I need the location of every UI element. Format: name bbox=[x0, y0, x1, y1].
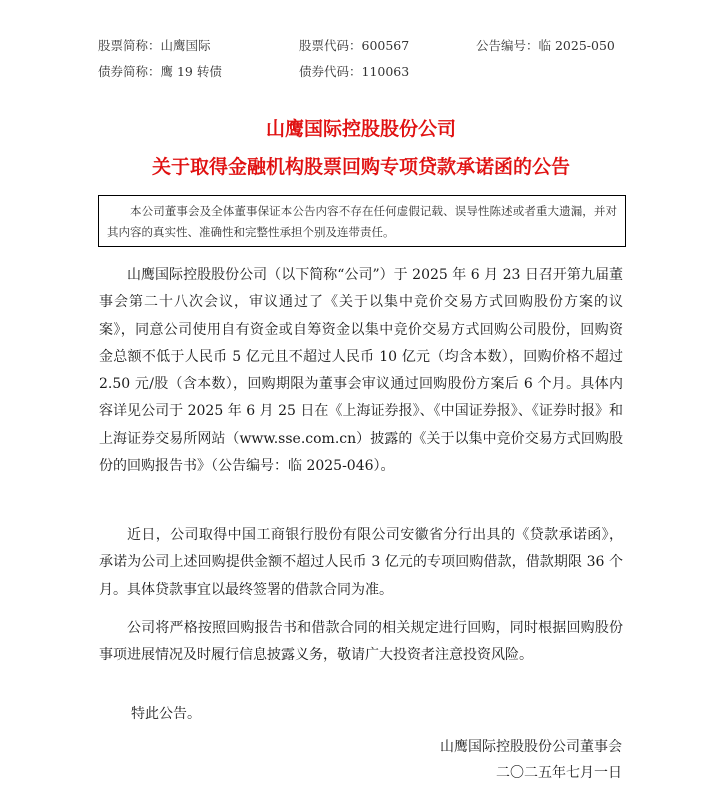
signature-issuer: 山鹰国际控股股份公司董事会 bbox=[440, 739, 622, 755]
body-paragraph-loan-commitment: 近日，公司取得中国工商银行股份有限公司安徽省分行出具的《贷款承诺函》，承诺为公司上述回购提供金额不超过人民币 3 亿元的专项回购借款，借款期限 36 个月。具体贷款事宜以最终签署的借款合同为准。 bbox=[99, 527, 623, 598]
bond-code: 债券代码：110063 bbox=[299, 64, 410, 79]
body-paragraph-risk-notice: 公司将严格按照回购报告书和借款合同的相关规定进行回购，同时根据回购股份事项进展情况及时履行信息披露义务，敬请广大投资者注意投资风险。 bbox=[99, 620, 623, 664]
board-guarantee-notice: 本公司董事会及全体董事保证本公告内容不存在任何虚假记载、误导性陈述或者重大遗漏，并对其内容的真实性、准确性和完整性承担个别及连带责任。 bbox=[98, 195, 626, 247]
stock-code: 股票代码：600567 bbox=[299, 38, 410, 53]
bond-short-name: 债券简称：鹰 19 转债 bbox=[98, 64, 222, 79]
signature-date: 二〇二五年七月一日 bbox=[496, 765, 622, 781]
company-title: 山鹰国际控股股份公司 bbox=[265, 118, 456, 140]
stock-short-name: 股票简称：山鹰国际 bbox=[98, 38, 211, 53]
announcement-number: 公告编号：临 2025-050 bbox=[476, 38, 615, 53]
body-paragraph-repurchase-plan: 山鹰国际控股股份公司（以下简称“公司”）于 2025 年 6 月 23 日召开第九届董事会第二十八次会议，审议通过了《关于以集中竞价交易方式回购股份方案的议案》，同意公司使用自有资金或自筹资金以集中竞价交易方式回购公司股份，回购资金总额不低于人民币 5 亿元且不超过人民币 10 亿元（均含本数），回购价格不超过 2.50 元/股（含本数），回购期限为董事会审议通过回购股份方案后 6 个月。具体内容详见公司于 2025 年 6 月 25 日在《上海证券报》、《中国证券报》、《证券时报》和上海证券交易所网站（www.sse.com.cn）披露的《关于以集中竞价交易方式回购股份的回购报告书》（公告编号：临 2025-046）。 bbox=[99, 267, 623, 475]
closing-remark: 特此公告。 bbox=[131, 706, 201, 722]
announcement-title: 关于取得金融机构股票回购专项贷款承诺函的公告 bbox=[151, 156, 570, 178]
